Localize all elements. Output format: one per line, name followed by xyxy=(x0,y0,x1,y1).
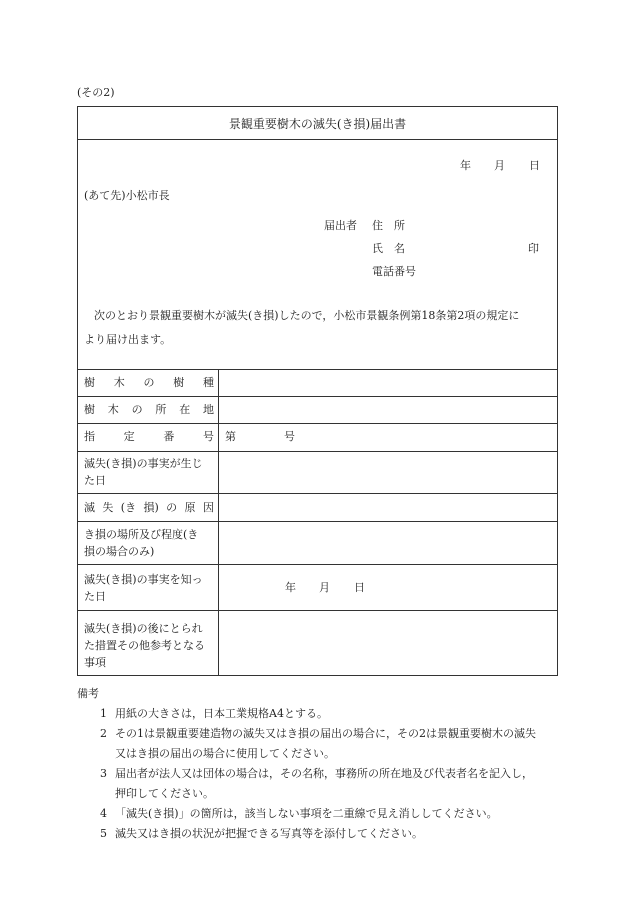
note-item: 3 届出者が法人又は団体の場合は，その名称，事務所の所在地及び代表者名を記入し， xyxy=(100,767,533,780)
note-item-continuation: 押印してください。 xyxy=(115,787,214,800)
note-item: 1 用紙の大きさは，日本工業規格A4とする。 xyxy=(100,707,328,720)
loss-date-field[interactable] xyxy=(219,452,556,493)
date-year-label: 年 xyxy=(460,159,471,172)
form-title: 景観重要樹木の滅失(き損)届出書 xyxy=(228,117,407,131)
note-item: 4 「滅失(き損)」の箇所は，該当しない事項を二重線で見え消ししてください。 xyxy=(100,807,498,820)
row-label-cause: 滅 失 (き 損) の 原 因 xyxy=(84,501,214,514)
note-item: 2 その1は景観重要建造物の滅失又はき損の届出の場合に，その2は景観重要樹木の滅失 xyxy=(100,727,536,740)
cause-field[interactable] xyxy=(219,494,556,521)
notes-section xyxy=(77,684,577,844)
known-date-year-label: 年 xyxy=(285,581,296,594)
known-date-day-label: 日 xyxy=(354,581,365,594)
tree-species-field[interactable] xyxy=(219,370,556,396)
row-label-tree-species: 樹 木 の 樹 種 xyxy=(84,376,214,389)
seal-mark: 印 xyxy=(528,242,539,255)
address-label: 住 所 xyxy=(372,219,405,232)
date-day-label: 日 xyxy=(529,159,540,172)
addressee: (あて先)小松市長 xyxy=(84,189,170,202)
tree-location-field[interactable] xyxy=(219,397,556,423)
row-label-known-date: 滅失(き損)の事実を知っ た日 xyxy=(84,573,203,603)
designation-prefix: 第 xyxy=(225,430,236,443)
known-date-month-label: 月 xyxy=(319,581,330,594)
row-label-tree-location: 樹 木 の 所 在 地 xyxy=(84,403,214,416)
notes-heading: 備考 xyxy=(77,687,99,700)
form-number-label: (その2) xyxy=(77,86,115,99)
row-label-designation-number: 指 定 番 号 xyxy=(84,430,214,443)
date-month-label: 月 xyxy=(494,159,505,172)
phone-label: 電話番号 xyxy=(372,265,416,278)
designation-suffix: 号 xyxy=(284,430,295,443)
damage-extent-field[interactable] xyxy=(219,522,556,564)
row-label-damage-extent: き損の場所及び程度(き 損の場合のみ) xyxy=(84,528,199,558)
row-label-measures: 滅失(き損)の後にとられ た措置その他参考となる 事項 xyxy=(84,622,205,669)
notification-form xyxy=(77,106,558,676)
name-label: 氏 名 xyxy=(372,242,405,255)
row-label-loss-date: 滅失(き損)の事実が生じ た日 xyxy=(84,457,203,487)
note-item: 5 滅失又はき損の状況が把握できる写真等を添付してください。 xyxy=(100,827,423,840)
statement-line-1: 次のとおり景観重要樹木が滅失(き損)したので，小松市景観条例第18条第2項の規定に xyxy=(94,309,520,322)
notifier-label: 届出者 xyxy=(324,219,357,232)
note-item-continuation: 又はき損の届出の場合に使用してください。 xyxy=(115,747,335,760)
measures-field[interactable] xyxy=(219,611,556,674)
statement-line-2: より届け出ます。 xyxy=(84,333,172,346)
